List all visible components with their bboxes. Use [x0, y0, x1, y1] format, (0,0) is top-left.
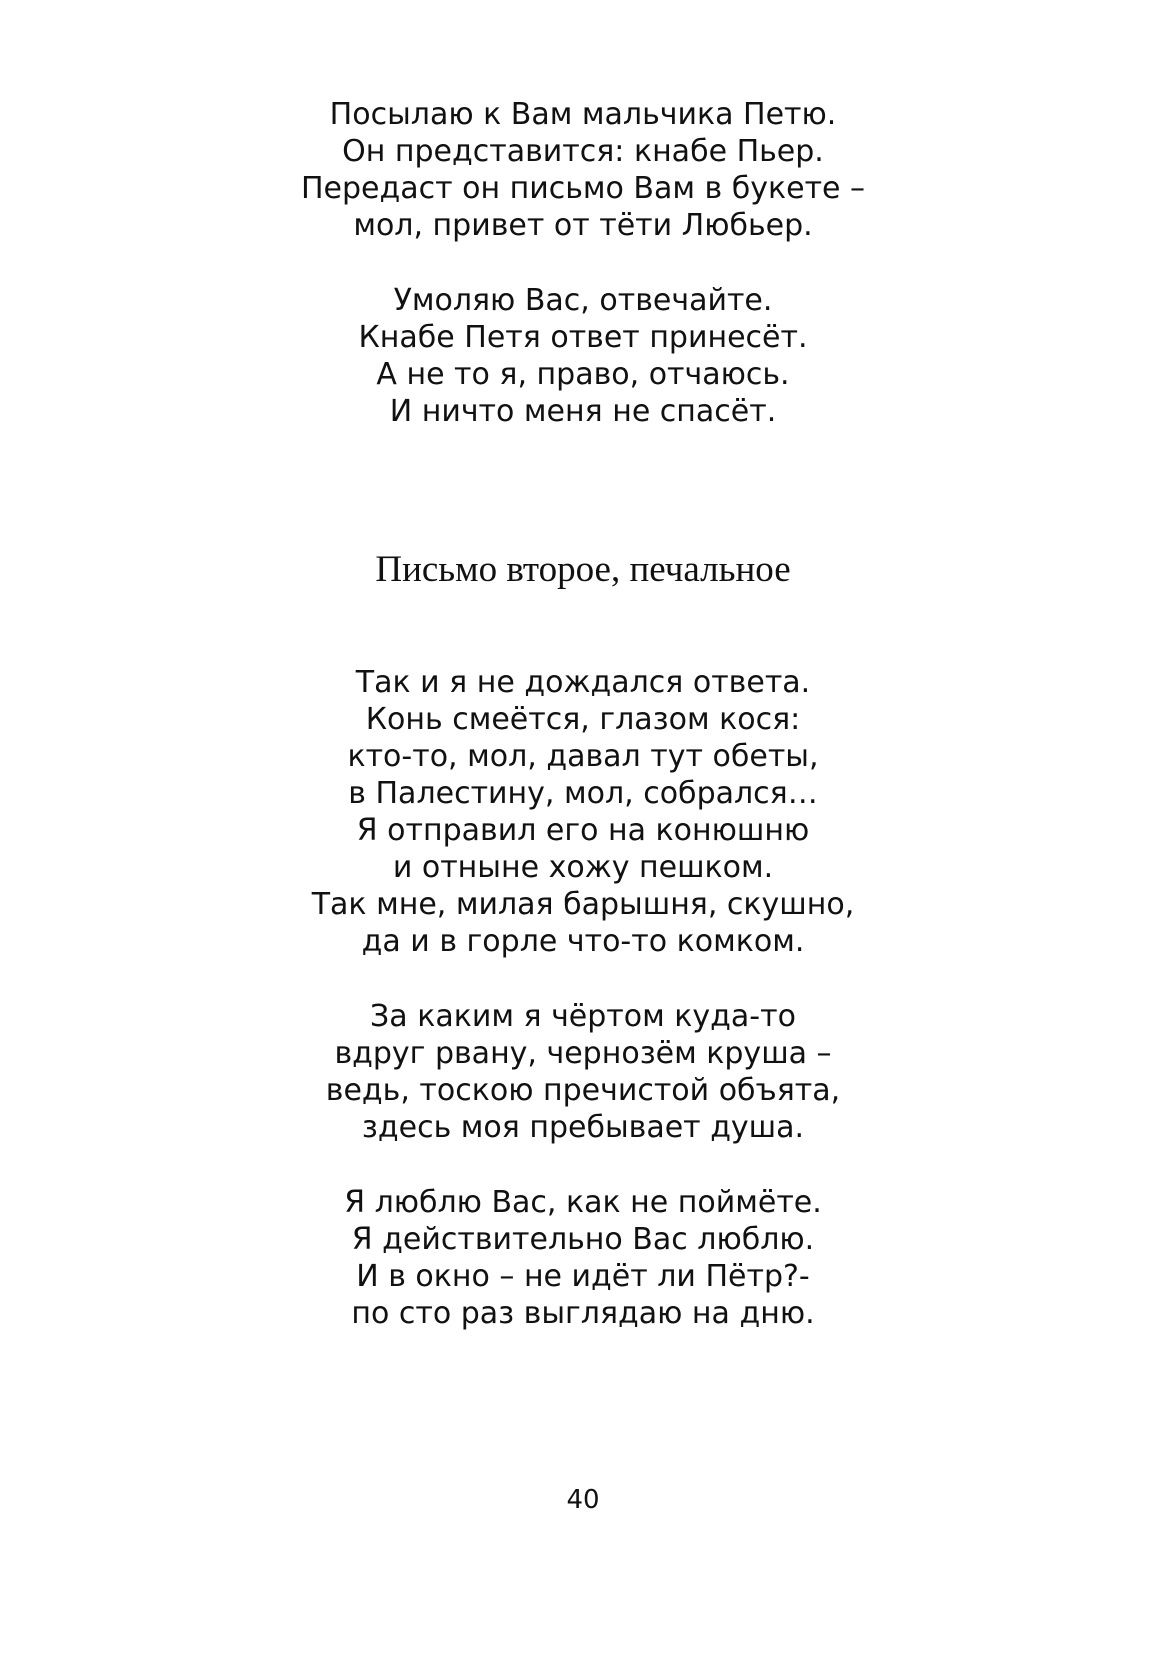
poem-line: ведь, тоскою пречистой объята,: [325, 1073, 841, 1108]
poem-line: мол, привет от тёти Любьер.: [353, 208, 813, 243]
poem-line: Посылаю к Вам мальчика Петю.: [329, 97, 837, 132]
poem-line: И в окно – не идёт ли Пётр?-: [356, 1259, 810, 1294]
poem-line: Он представится: кнабе Пьер.: [342, 134, 824, 169]
poem-line: вдруг рвану, чернозём круша –: [334, 1036, 832, 1071]
stanza-1: [0, 96, 1166, 244]
poem-line: И ничто меня не спасёт.: [389, 394, 777, 429]
poem-line: да и в горле что-то комком.: [361, 924, 805, 959]
poem-line: За каким я чёртом куда-то: [370, 999, 796, 1034]
stanza-5: [0, 1184, 1166, 1332]
poem-line: Я люблю Вас, как не поймёте.: [344, 1185, 822, 1220]
stanza-2: [0, 282, 1166, 430]
poem-line: Конь смеётся, глазом кося:: [365, 702, 801, 737]
poem-line: Передаст он письмо Вам в букете –: [300, 171, 866, 206]
page-number: 40: [566, 1485, 600, 1515]
poem-line: Так мне, милая барышня, скушно,: [311, 887, 855, 922]
poem-line: Кнабе Петя ответ принесёт.: [358, 320, 808, 355]
poem-line: Я отправил его на конюшню: [356, 813, 810, 848]
poem-line: А не то я, право, отчаюсь.: [376, 357, 790, 392]
poem-line: Так и я не дождался ответа.: [355, 665, 811, 700]
poem-line: здесь моя пребывает душа.: [361, 1110, 805, 1145]
poem-line: по сто раз выглядаю на дню.: [351, 1296, 815, 1331]
stanza-3: [0, 664, 1166, 960]
stanza-4: [0, 998, 1166, 1146]
poem-line: и отныне хожу пешком.: [392, 850, 774, 885]
poem-line: кто-то, мол, давал тут обеты,: [347, 739, 819, 774]
poem-line: Умоляю Вас, отвечайте.: [393, 283, 773, 318]
section-heading: Письмо второе, печальное: [375, 549, 791, 590]
poem-line: Я действительно Вас люблю.: [351, 1222, 815, 1257]
poem-line: в Палестину, мол, собрался…: [348, 776, 818, 811]
